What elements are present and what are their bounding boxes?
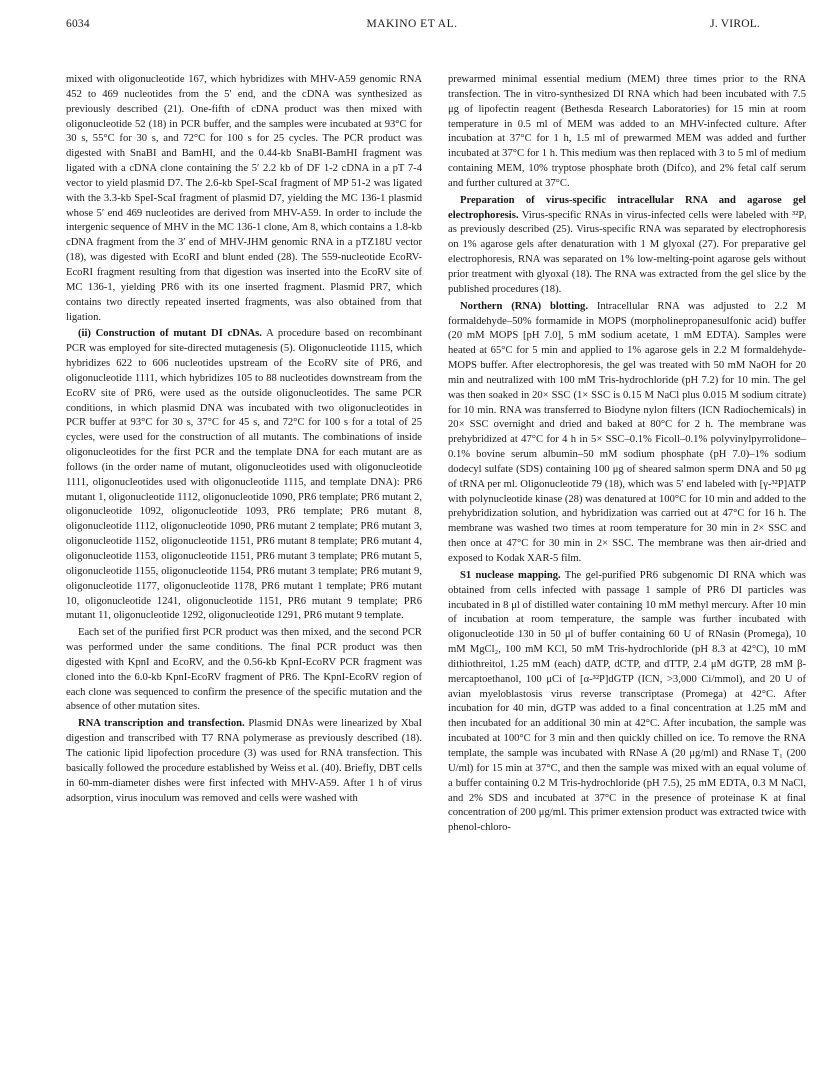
left-column	[66, 73, 422, 806]
section-heading: Preparation of virus-specific intracellular RNA and agarose gel electrophoresis.	[448, 194, 806, 221]
paragraph	[66, 327, 422, 624]
paragraph-text: The gel-purified PR6 subgenomic DI RNA which was obtained from cells infected with passage 1 sample of PR6 DI particles was incubated in 8 μl of distilled water containing 10 mM methyl mercury. After 10 min of incubation at room temperature, the sample was further incubated with oligonucleotide 130 in 50 μl of buffer containing 60 U of RNasin (Promega), 10 mM MgCl₂, 100 mM KCl, 50 mM Tris-hydrochloride (pH 8.3 at 42°C), 10 mM dithiothreitol, 1.25 mM (each) dATP, dCTP, and dTTP, 2.4 μM dGTP, 28 mM β-mercaptoethanol, 100 μCi of [α-³²P]dGTP (ICN, >3,000 Ci/mmol), and 20 U of avian myeloblastosis virus reverse transcriptase (Promega) at 42°C. After incubation for 40 min, dGTP was added to a final concentration at 1.25 mM and then incubated for an additional 30 min at 42°C. After incubation, the sample was incubated at 100°C for 3 min and then quickly chilled on ice. To remove the RNA template, the sample was incubated with RNase A (20 μg/ml) and RNase T₁ (200 U/ml) for 15 min at 37°C, and then the sample was mixed with an equal volume of a buffer containing 0.2 M Tris-hydrochloride (pH 7.5), 25 mM EDTA, 0.3 M NaCl, and 2% SDS and incubated at 37°C in the presence of proteinase K at final concentration of 200 μg/ml. This primer extension product was extracted twice with phenol-chloro-	[448, 569, 806, 834]
running-authors: MAKINO ET AL.	[366, 18, 458, 30]
paragraph-text: Plasmid DNAs were linearized by XbaI digestion and transcribed with T7 RNA polymerase as previously described (18). The cationic lipid lipofection procedure (3) was used for RNA transfection. This basically followed the procedure established by Weiss et al. (40). Briefly, DBT cells in 60-mm-diameter dishes were first infected with MHV-A59. After 1 h of virus adsorption, virus inoculum was removed and cells were washed with	[66, 718, 422, 804]
paragraph	[66, 717, 422, 806]
paragraph-text: Virus-specific RNAs in virus-infected cells were labeled with ³²Pᵢ as previously described (25). Virus-specific RNA was separated by electrophoresis on 1% agarose gels after denaturation with 1 M glyoxal (27). For preparative gel electrophoresis, RNA was separated on 1% low-melting-point agarose gels without prior treatment with glyoxal (18). The RNA was extracted from the gel slice by the published procedures (18).	[448, 209, 806, 295]
paragraph	[448, 194, 806, 298]
paragraph	[448, 300, 806, 567]
journal-name: J. VIROL.	[710, 18, 760, 30]
section-heading: RNA transcription and transfection.	[78, 718, 245, 730]
paragraph-text: Intracellular RNA was adjusted to 2.2 M formaldehyde–50% formamide in MOPS (morpholinepropanesulfonic acid) buffer (20 mM MOPS [pH 7.0], 5 mM sodium acetate, 1 mM EDTA). Samples were heated at 65°C for 5 min and applied to 1% agarose gels in 2.2 M formaldehyde-MOPS buffer. After electrophoresis, the gel was treated with 50 mM NaOH for 20 min and neutralized with 100 mM Tris-hydrochloride (pH 7.2) for 10 min. The gel was then soaked in 20× SSC (1× SSC is 0.15 M NaCl plus 0.015 M sodium citrate) for 10 min. RNA was transferred to Biodyne nylon filters (ICN Radiochemicals) in 20× SSC overnight and dried and baked at 80°C for 2 h. The membrane was prehybridized at 47°C for 4 h in 5× SSC–0.1% Ficoll–0.1% polyvinylpyrrolidone–0.1% bovine serum albumin–50 mM sodium phosphate (pH 7.0)–1% sodium dodecyl sulfate (SDS) containing 100 μg of sheared salmon sperm DNA and 50 μg of tRNA per ml. Oligonucleotide 79 (18), which was 5′ end labeled with [γ-³²P]ATP with polynucleotide kinase (28) was denatured at 100°C for 10 min and added to the prehybridization solution, and hybridization was carried out at 47°C for 16 h. The membrane was washed two times at room temperature for 30 min in 2× SSC and then once at 47°C for 30 min in 2× SSC. The membrane was then air-dried and exposed to Kodak XAR-5 film.	[448, 300, 806, 564]
paragraph	[448, 569, 806, 836]
section-heading: S1 nuclease mapping.	[460, 569, 561, 581]
paragraph: prewarmed minimal essential medium (MEM) three times prior to the RNA transfection. The in vitro-synthesized DI RNA which had been incubated with 7.5 μg of lipofectin reagent (Bethesda Research Laboratories) for 15 min at room temperature in 0.5 ml of MEM was added to an MHV-infected culture. After incubation at 37°C for 1 h, 1.5 ml of prewarmed MEM was added and further incubated at 37°C for 1 h. This medium was then replaced with 3 to 5 ml of medium containing MEM, 10% tryptose phosphate broth (Difco), and 2% fetal calf serum and further cultured at 37°C.	[448, 74, 806, 189]
right-column	[448, 73, 806, 836]
paragraph: Each set of the purified first PCR product was then mixed, and the second PCR was performed under the same conditions. The final PCR product was then digested with KpnI and EcoRV, and the 0.56-kb KpnI-EcoRV PCR fragment was cloned into the 6.0-kb KpnI-EcoRV fragment of PR6. The KpnI-EcoRV region of each clone was sequenced to confirm the presence of the specific mutation and the absence of other mutation sites.	[66, 627, 422, 713]
paragraph: mixed with oligonucleotide 167, which hybridizes with MHV-A59 genomic RNA 452 to 469 nucleotides from the 5′ end, and the cDNA was synthesized as previously described (21). One-fifth of cDNA product was then mixed with oligonucleotide 52 (18) in PCR buffer, and the samples were incubated at 93°C for 30 s, 55°C for 30 s, and 72°C for 100 s for 25 cycles. The PCR product was digested with SnaBI and BamHI, and the 0.44-kb SnaBI-BamHI fragment was ligated with a cDNA clone containing the 5′ 2.2 kb of DF 1-2 cDNA in a pT 7-4 vector to yield plasmid D7. The 2.6-kb SpeI-ScaI fragment of MP 51-2 was ligated with the 3.3-kb SpeI-ScaI fragment of plasmid D7, yielding the MC 136-1 plasmid whose 5′ end 469 nucleotides are derived from MHV-A59. In order to include the intergenic sequence of MHV in the MC 136-1 clone, Am 8, which contains a 1.8-kb cDNA fragment from the 3′ end of MHV-JHM genomic RNA in a pTZ18U vector (18), was digested with EcoRI and blunt ended (28). The 559-nucleotide EcoRV-EcoRI fragment resulting from that digestion was inserted into the EcoRV site of MC 136-1, yielding PR6 with its one inserted fragment. Plasmid PR7, which contains two directly repeated inserted fragments, was also obtained from that ligation.	[66, 74, 422, 323]
page-number: 6034	[66, 18, 90, 30]
section-heading: (ii) Construction of mutant DI cDNAs.	[78, 328, 262, 340]
paragraph-text: A procedure based on recombinant PCR was employed for site-directed mutagenesis (5). Oligonucleotide 1115, which hybridizes 622 to 606 nucleotides upstream of the EcoRV site of PR6, and oligonucleotide 1111, which hybridizes 105 to 88 nucleotides downstream from the EcoRV site of PR6, were used as the outside oligonucleotides. The same PCR conditions, in which plasmid DNA was incubated with two oligonucleotides in PCR buffer at 93°C for 30 s, 37°C for 45 s, and 72°C for 100 s for a total of 25 cycles, were used for the construction of all mutants. The combinations of inside oligonucleotides for the first PCR and the template DNA for each mutant are as follows (in the order name of mutant, oligonucleotides used with oligonucleotide 1111, oligonucleotides used with oligonucleotide 1115, and template DNA): PR6 mutant 1, oligonucleotide 1112, oligonucleotide 1090, PR6 template; PR6 mutant 2, oligonucleotide 1092, oligonucleotide 1093, PR6 template; PR6 mutant 8, oligonucleotide 1112, oligonucleotide 1090, PR6 mutant 2 template; PR6 mutant 3, oligonucleotide 1152, oligonucleotide 1151, PR6 mutant 8 template; PR6 mutant 4, oligonucleotide 1153, oligonucleotide 1151, PR6 mutant 3 template; PR6 mutant 5, oligonucleotide 1155, oligonucleotide 1154, PR6 mutant 3 template; PR6 mutant 9, oligonucleotide 1177, oligonucleotide 1178, PR6 mutant 1 template; PR6 mutant 10, oligonucleotide 1241, oligonucleotide 1151, PR6 mutant 9 template; PR6 mutant 11, oligonucleotide 1292, oligonucleotide 1291, PR6 mutant 9 template.	[66, 328, 422, 622]
section-heading: Northern (RNA) blotting.	[460, 300, 588, 312]
